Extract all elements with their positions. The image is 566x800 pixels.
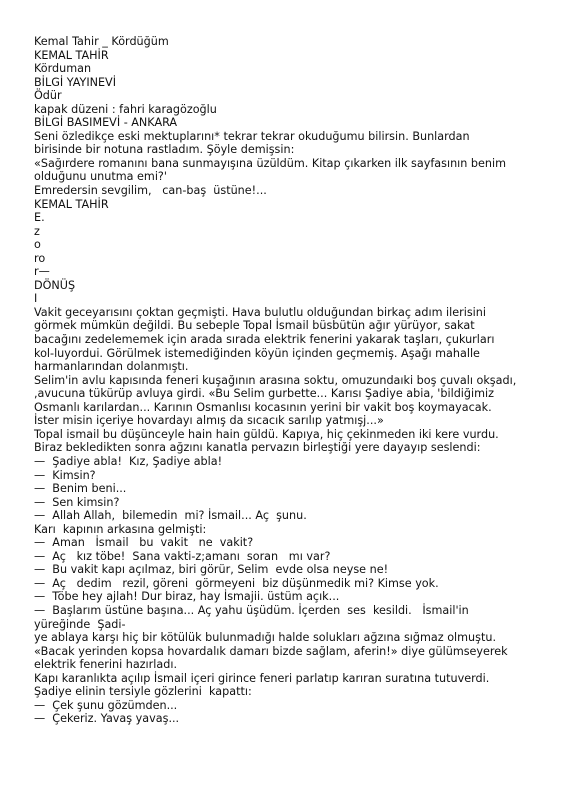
- text-line: — Çekeriz. Yavaş yavaş...: [34, 712, 180, 726]
- text-line: — Bu vakit kapı açılmaz, biri görür, Selim evde olsa neyse ne!: [34, 563, 389, 577]
- text-line: — Töbe hey ajlah! Dur biraz, hay İsmajii. üstüm açık...: [34, 590, 340, 604]
- text-line: bacağını zedelememek için arada sırada elektrik fenerini yakarak taşları, çukurları: [34, 333, 495, 347]
- text-line: Karı kapının arkasına gelmişti:: [34, 522, 207, 536]
- text-line: elektrik fenerini hazırladı.: [34, 658, 177, 672]
- text-line: ro: [34, 251, 46, 265]
- text-line: Şadiye elinin tersiyle gözlerini kapattı:: [34, 685, 252, 699]
- text-line: kapak düzeni : fahri karagözoğlu: [34, 102, 217, 116]
- text-line: yüreğinde Şadi-: [34, 617, 126, 631]
- text-line: ye ablaya karşı hiç bir kötülük bulunmadığı halde solukları ağzına sığmaz olmuştu.: [34, 631, 496, 645]
- text-line: Seni özledikçe eski mektuplarını* tekrar tekrar okuduğumu bilirsin. Bunlardan: [34, 129, 470, 143]
- text-line: harmanlarından dolanmıştı.: [34, 360, 189, 374]
- text-line: — Aman İsmail bu vakit ne vakit?: [34, 536, 254, 550]
- text-line: Ödür: [34, 89, 62, 103]
- text-line: — Allah Allah, bilemedin mi? İsmail... Aç şunu.: [34, 509, 307, 523]
- text-line: z: [34, 224, 40, 238]
- text-line: — Çek şunu gözümden...: [34, 698, 178, 712]
- text-line: görmek mümkün değildi. Bu sebeple Topal İsmail büsbütün ağır yürüyor, sakat: [34, 319, 475, 333]
- text-line: BİLGİ BASIMEVİ - ANKARA: [34, 116, 178, 130]
- text-line: kol-luyordui. Görülmek istemediğinden köyün içinden geçmemiş. Aşağı mahalle: [34, 346, 480, 360]
- text-line: olduğunu unutma emi?': [34, 170, 167, 184]
- text-line: — Benim beni...: [34, 482, 127, 496]
- text-line: E.: [34, 211, 45, 225]
- text-line: «Bacak yerinden kopsa hovardalık damarı bizde sağlam, aferin!» diye gülümseyerek: [34, 644, 508, 658]
- document-page: [34, 35, 534, 726]
- text-line: BİLGİ YAYINEVİ: [34, 75, 117, 89]
- text-line: — Şadiye abla! Kız, Şadiye abla!: [34, 454, 223, 468]
- text-line: Körduman: [34, 62, 92, 76]
- text-line: Topal ismail bu düşünceyle hain hain güldü. Kapıya, hiç çekinmeden iki kere vurdu.: [34, 427, 499, 441]
- text-line: — Kimsin?: [34, 468, 96, 482]
- text-line: o: [34, 238, 41, 252]
- text-line: Selim'in avlu kapısında feneri kuşağının arasına soktu, omuzundaıki boş çuvalı okşadı,: [34, 373, 517, 387]
- text-line: KEMAL TAHİR: [34, 197, 109, 211]
- text-line: ,avucuna tükürüp avluya girdi. «Bu Selim gurbette... Karısı Şadiye abia, 'bildiğimiz: [34, 387, 494, 401]
- text-line: — Başlarım üstüne başına... Aç yahu üşüdüm. İçerden ses kesildi. İsmail'in: [34, 603, 469, 617]
- text-line: «Sağırdere romanını bana sunmayışına üzüldüm. Kitap çıkarken ilk sayfasının benim: [34, 156, 507, 170]
- text-line: r—: [34, 265, 50, 279]
- text-line: İster misin içeriye hovardayı almış da sıcacık sarılıp yatmışj...»: [34, 414, 384, 428]
- text-line: I: [34, 292, 38, 306]
- text-line: Biraz bekledikten sonra ağzını kanatla pervazın birleştiği yere dayayıp seslendi:: [34, 441, 481, 455]
- text-line: — Aç dedim rezil, göreni görmeyeni biz düşünmedik mi? Kimse yok.: [34, 576, 439, 590]
- text-line: Osmanlı karılardan... Karının Osmanlısı kocasının yerini bir vakit boş koymayacak.: [34, 400, 492, 414]
- text-line: Vakit geceyarısını çoktan geçmişti. Hava bulutlu olduğundan birkaç adım ilerisini: [34, 305, 486, 319]
- text-line: DÖNÜŞ: [34, 278, 76, 292]
- text-line: Kapı karanlıkta açılıp İsmail içeri girince feneri parlatıp karıran suratına tutuverdi.: [34, 671, 490, 685]
- text-line: Emredersin sevgilim, can-baş üstüne!...: [34, 184, 267, 198]
- text-line: birisinde bir notuna rastladım. Şöyle demişsin:: [34, 143, 295, 157]
- text-line: KEMAL TAHİR: [34, 48, 109, 62]
- text-line: — Aç kız töbe! Sana vakti-z;amanı soran mı var?: [34, 549, 331, 563]
- text-line: Kemal Tahir _ Kördüğüm: [34, 35, 169, 48]
- text-line: — Sen kimsin?: [34, 495, 120, 509]
